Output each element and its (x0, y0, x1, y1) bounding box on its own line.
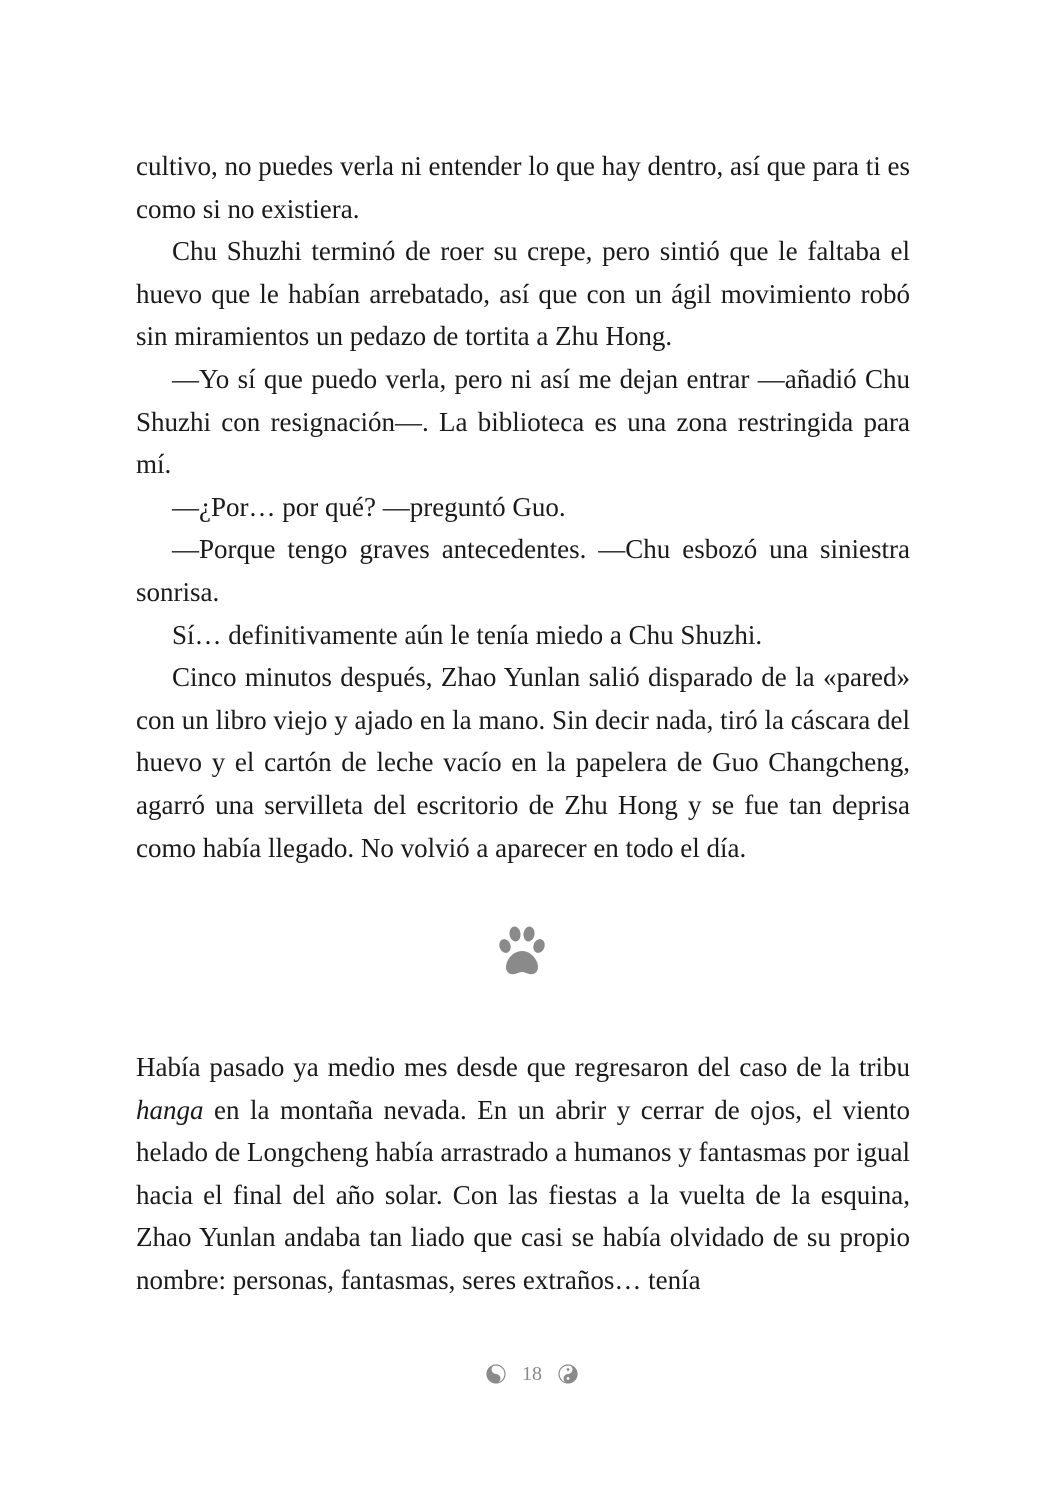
paragraph: cultivo, no puedes verla ni entender lo que hay dentro, así que para ti es como si no existiera. (136, 151, 910, 224)
paragraph: Cinco minutos después, Zhao Yunlan salió disparado de la «pared» con un libro viejo y ajado en la mano. Sin decir nada, tiró la cáscara del huevo y el cartón de leche vacío en la papelera de Guo Changcheng, agarró una servilleta del escritorio de Zhu Hong y se fue tan deprisa como había llegado. No volvió a aparecer en todo el día. (136, 662, 910, 863)
paragraph (136, 1046, 910, 1302)
bottom-text-block (136, 1046, 910, 1302)
paragraph: —Yo sí que puedo verla, pero ni así me dejan entrar —añadió Chu Shuzhi con resignación—. La biblioteca es una zona restringida para mí. (136, 363, 910, 480)
paragraph-text-end: en la montaña nevada. En un abrir y cerrar de ojos, el viento helado de Longcheng había arrastrado a humanos y fantasmas por igual hacia el final del año solar. Con las fiestas a la vuelta de la esquina, Zhao Yunlan andaba tan liado que casi se había olvidado de su propio nombre: personas, fantasmas, seres extraños… tenía (136, 1094, 910, 1295)
paw-print-icon (492, 922, 552, 982)
page-number: 18 (522, 1362, 542, 1385)
yin-yang-icon (558, 1364, 578, 1384)
italic-term: hanga (136, 1094, 204, 1125)
paragraph: —¿Por… por qué? —preguntó Guo. (172, 491, 566, 522)
page-footer (0, 1358, 1064, 1390)
top-text-block (136, 145, 910, 869)
paragraph: Chu Shuzhi terminó de roer su crepe, pero sintió que le faltaba el huevo que le habían arrebatado, así que con un ágil movimiento robó sin miramientos un pedazo de tortita a Zhu Hong. (136, 236, 910, 352)
paragraph: —Porque tengo graves antecedentes. —Chu esbozó una siniestra sonrisa. (136, 534, 910, 607)
paragraph-text-start: Había pasado ya medio mes desde que regresaron del caso de la tribu (136, 1052, 910, 1082)
paragraph: Sí… definitivamente aún le tenía miedo a Chu Shuzhi. (172, 619, 763, 650)
yin-yang-icon (486, 1364, 506, 1384)
